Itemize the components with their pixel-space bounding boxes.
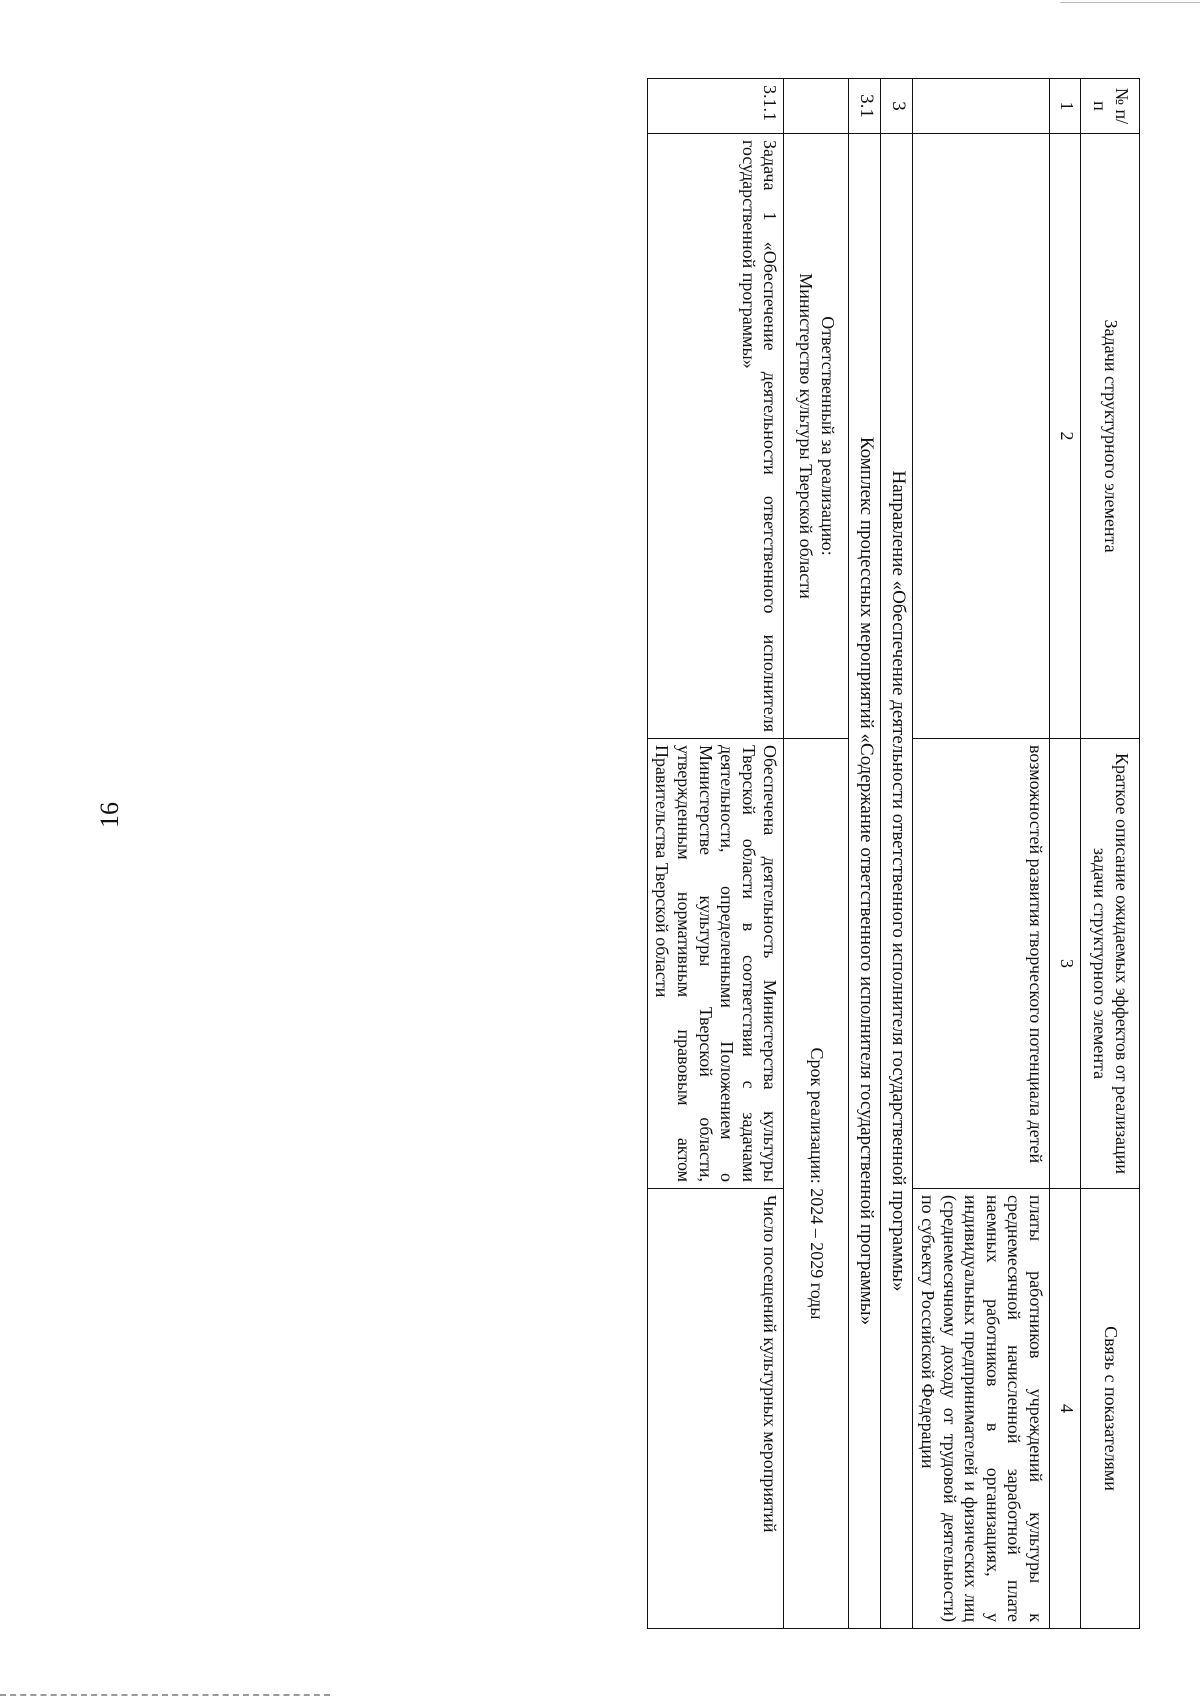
table-row-3-1-1 (647, 79, 784, 1629)
scan-artifact-bottom (0, 1694, 330, 1696)
section-3-1-num: 3.1 (849, 79, 881, 134)
table-row-responsible (784, 79, 849, 1629)
responsible-name: Министерство культуры Тверской области (796, 273, 817, 599)
cell-num-empty (913, 79, 1050, 134)
column-number-3: 3 (1050, 739, 1081, 1189)
header-indicators: Связь с показателями (1081, 1189, 1140, 1629)
row-3-1-1-task: Задача 1 «Обеспечение деятельности ответственного исполнителя государственной программы» (647, 134, 784, 739)
cell-task-empty (913, 134, 1050, 739)
table-row-section-3-1 (849, 79, 881, 1629)
implementation-term: Срок реализации: 2024 – 2029 годы (784, 739, 849, 1629)
table-row-section-3 (881, 79, 913, 1629)
section-3-num: 3 (881, 79, 913, 134)
responsible-label: Ответственный за реализацию: (818, 316, 839, 556)
scan-artifact-top (1060, 2, 1200, 3)
header-effects: Краткое описание ожидаемых эффектов от реализации задачи структурного элемента (1081, 739, 1140, 1189)
page-number: 16 (95, 802, 124, 828)
cell-responsible-empty (784, 79, 849, 134)
column-number-4: 4 (1050, 1189, 1081, 1629)
responsible-cell (784, 134, 849, 739)
row-3-1-1-num: 3.1.1 (647, 79, 784, 134)
header-task: Задачи структурного элемента (1081, 134, 1140, 739)
cell-effects-continued: возможностей развития творческого потенциала детей (913, 739, 1050, 1189)
header-num: № п/п (1081, 79, 1140, 134)
column-number-1: 1 (1050, 79, 1081, 134)
rotated-page-content (140, 78, 1140, 1628)
table-header-row (1081, 79, 1140, 1629)
section-3-1-title: Комплекс процессных мероприятий «Содержание ответственного исполнителя государственной программы» (849, 134, 881, 1629)
section-3-title: Направление «Обеспечение деятельности ответственного исполнителя государственной программы» (881, 134, 913, 1629)
row-3-1-1-indicators: Число посещений культурных мероприятий (647, 1189, 784, 1629)
column-number-2: 2 (1050, 134, 1081, 739)
column-number-row (1050, 79, 1081, 1629)
cell-indicators-continued: платы работников учреждений культуры к среднемесячной начисленной заработной плате наемных работников в организациях, у индивидуальных предпринимателей и физических лиц (среднемесячному доходу от трудовой деятельности) по субъекту Российской Федерации (913, 1189, 1050, 1629)
structural-elements-table (647, 78, 1140, 1629)
row-3-1-1-effects: Обеспечена деятельность Министерства культуры Тверской области в соответствии с задачами деятельности, определенными Положением о Министерстве культуры Тверской области, утвержденным нормативным правовым актом Правительства Тверской области (647, 739, 784, 1189)
table-row-continued (913, 79, 1050, 1629)
